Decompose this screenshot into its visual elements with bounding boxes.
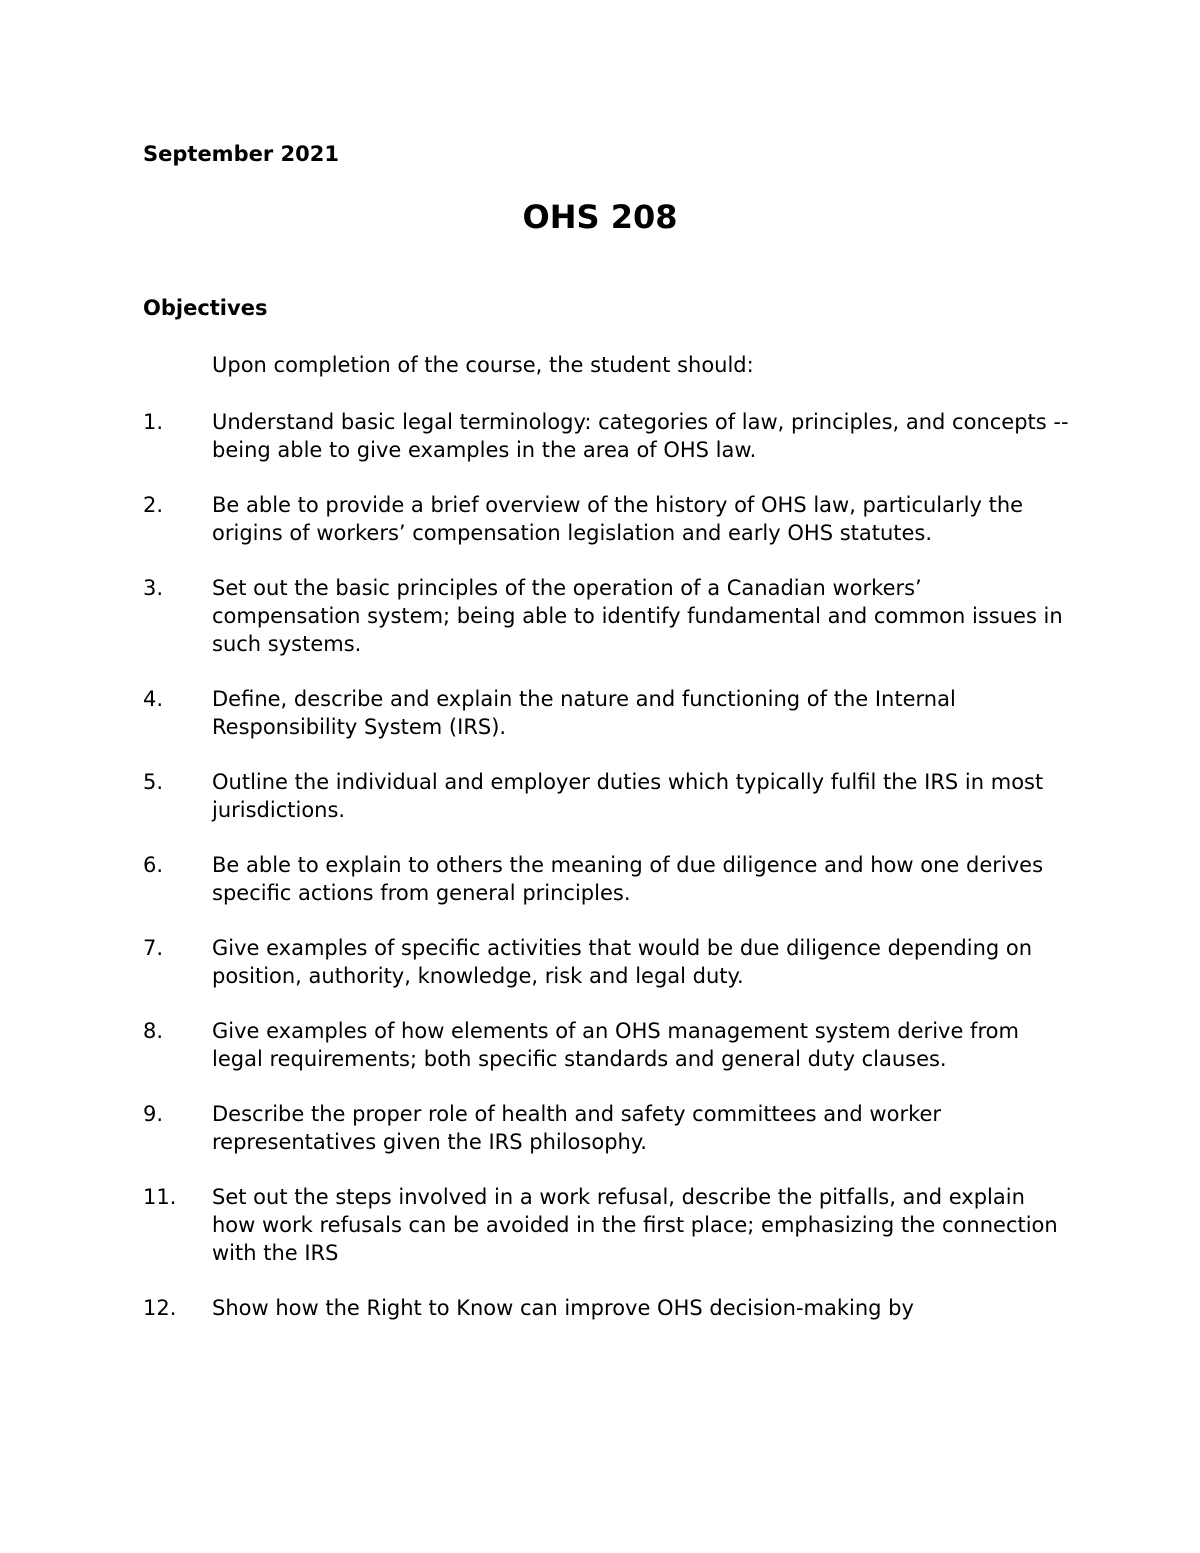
objectives-heading: Objectives [143, 296, 268, 320]
objective-text: Set out the steps involved in a work refusal, describe the pitfalls, and explain how work refusals can be avoided in the first place; emphasizing the connection with the IRS [212, 1185, 1058, 1265]
objective-item [143, 768, 1073, 824]
objective-text: Define, describe and explain the nature and functioning of the Internal Responsibility System (IRS). [212, 687, 956, 739]
objective-number: 6. [143, 853, 164, 877]
objectives-intro: Upon completion of the course, the student should: [212, 353, 754, 377]
objective-item [143, 851, 1073, 907]
objective-number: 9. [143, 1102, 164, 1126]
objective-text: Outline the individual and employer duties which typically fulfil the IRS in most jurisdictions. [212, 770, 1044, 822]
objective-item [143, 685, 1073, 741]
objective-item [143, 491, 1073, 547]
objective-item [143, 408, 1073, 464]
objective-item [143, 934, 1073, 990]
objective-text: Be able to provide a brief overview of the history of OHS law, particularly the origins of workers’ compensation legislation and early OHS statutes. [212, 493, 1024, 545]
objective-text: Be able to explain to others the meaning of due diligence and how one derives specific actions from general principles. [212, 853, 1044, 905]
objective-number: 11. [143, 1185, 177, 1209]
objective-text: Set out the basic principles of the operation of a Canadian workers’ compensation system; being able to identify fundamental and common issues in such systems. [212, 576, 1063, 656]
objective-text: Describe the proper role of health and safety committees and worker representatives given the IRS philosophy. [212, 1102, 942, 1154]
objective-text: Give examples of how elements of an OHS management system derive from legal requirements; both specific standards and general duty clauses. [212, 1019, 1019, 1071]
objective-item [143, 1100, 1073, 1156]
objective-number: 12. [143, 1296, 177, 1320]
objective-item [143, 1017, 1073, 1073]
objective-number: 5. [143, 770, 164, 794]
objective-text: Understand basic legal terminology: categories of law, principles, and concepts -- being able to give examples in the area of OHS law. [212, 410, 1069, 462]
objective-number: 2. [143, 493, 164, 517]
objective-item [143, 574, 1073, 658]
objective-item [143, 1183, 1073, 1267]
objectives-list [143, 408, 1073, 1349]
objective-number: 4. [143, 687, 164, 711]
objective-number: 8. [143, 1019, 164, 1043]
objective-number: 1. [143, 410, 164, 434]
objective-text: Give examples of specific activities that would be due diligence depending on position, authority, knowledge, risk and legal duty. [212, 936, 1033, 988]
course-title: OHS 208 [522, 198, 678, 236]
objective-text: Show how the Right to Know can improve OHS decision-making by [212, 1296, 914, 1320]
objective-number: 3. [143, 576, 164, 600]
objective-number: 7. [143, 936, 164, 960]
document-date: September 2021 [143, 142, 339, 166]
objective-item [143, 1294, 1073, 1322]
